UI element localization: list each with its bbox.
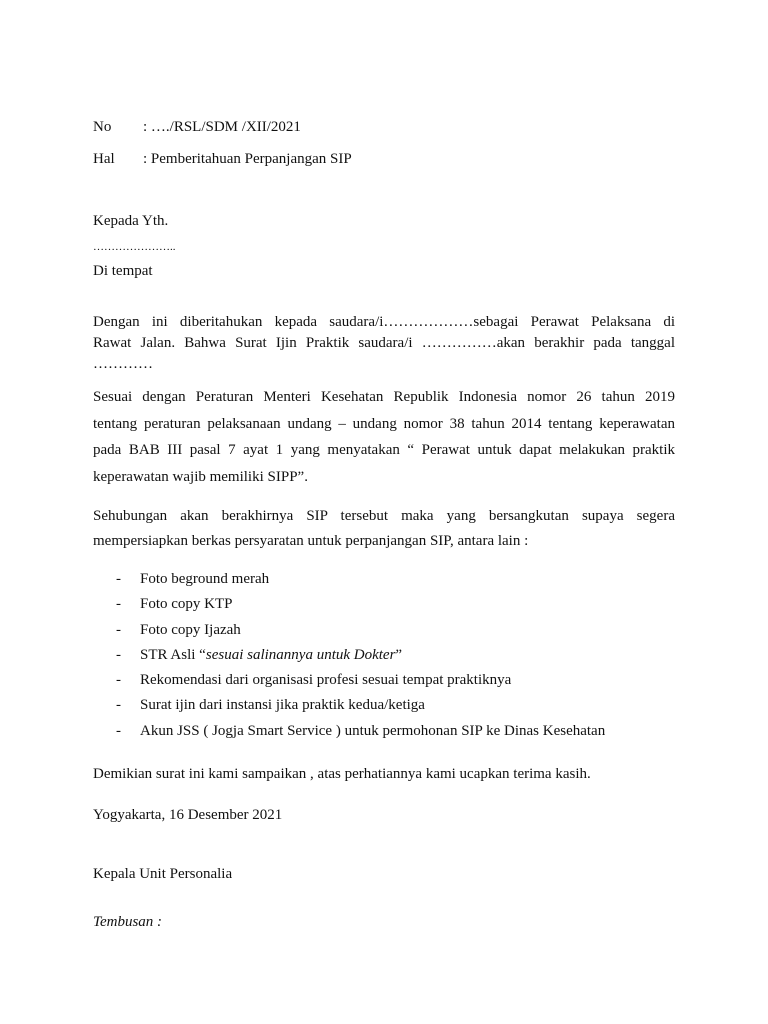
list-item-text: Foto beground merah — [140, 571, 270, 587]
list-dash: - — [116, 722, 121, 739]
list-dash: - — [116, 697, 121, 714]
letter-subject-label: Hal — [93, 151, 115, 167]
paragraph-notice-line: Dengan ini diberitahukan kepada saudara/i………………sebagai Perawat Pelaksana di — [93, 314, 675, 330]
paragraph-regulation-line: keperawatan wajib memiliki SIPP”. — [93, 468, 308, 485]
list-item-text: Akun JSS ( Jogja Smart Service ) untuk permohonan SIP ke Dinas Kesehatan — [140, 722, 606, 739]
paragraph-requirements-intro — [93, 504, 675, 554]
paragraph-regulation-line: tentang peraturan pelaksanaan undang – undang nomor 38 tahun 2014 tentang keperawatan — [93, 415, 675, 432]
closing-sentence: Demikian surat ini kami sampaikan , atas perhatiannya kami ucapkan terima kasih. — [93, 766, 591, 782]
paragraph-requirements-line: mempersiapkan berkas persyaratan untuk perpanjangan SIP, antara lain : — [93, 533, 529, 549]
list-item — [116, 722, 605, 747]
list-item — [116, 696, 605, 721]
list-dash: - — [116, 571, 121, 587]
cc-label: Tembusan : — [93, 914, 163, 930]
letter-number-label: No — [93, 119, 112, 135]
letter-subject-row — [93, 150, 352, 168]
paragraph-requirements-line: Sehubungan akan berakhirnya SIP tersebut maka yang bersangkutan supaya segera — [93, 508, 675, 524]
letter-subject-value: : Pemberitahuan Perpanjangan SIP — [143, 151, 352, 167]
requirements-list — [116, 570, 605, 747]
paragraph-notice-line: Rawat Jalan. Bahwa Surat Ijin Praktik saudara/i ……………akan berakhir pada tanggal — [93, 335, 675, 351]
list-item-text: Foto copy KTP — [140, 596, 233, 613]
recipient-salutation: Kepada Yth. — [93, 213, 169, 229]
recipient-placeholder: ………………….. — [93, 241, 176, 253]
list-item-text: Rekomendasi dari organisasi profesi sesuai tempat praktiknya — [140, 672, 512, 689]
list-item-str-close-quote: ” — [395, 646, 403, 663]
list-item — [116, 570, 605, 595]
list-item-text — [140, 646, 402, 664]
paragraph-regulation — [93, 384, 675, 490]
list-dash: - — [116, 621, 121, 638]
list-item-str-italic: sesuai salinannya untuk Dokter — [205, 646, 396, 663]
list-item — [116, 671, 605, 696]
list-item — [116, 595, 605, 620]
signatory-title: Kepala Unit Personalia — [93, 866, 233, 882]
paragraph-notice — [93, 312, 675, 375]
paragraph-regulation-line: Sesuai dengan Peraturan Menteri Kesehatan Republik Indonesia nomor 26 tahun 2019 — [93, 389, 675, 405]
list-dash: - — [116, 672, 121, 689]
list-dash: - — [116, 646, 121, 663]
place-date: Yogyakarta, 16 Desember 2021 — [93, 807, 283, 823]
letter-number-value: : …./RSL/SDM /XII/2021 — [143, 119, 301, 135]
list-item — [116, 621, 605, 646]
paragraph-notice-line: ………… — [93, 356, 153, 372]
list-item-text: Foto copy Ijazah — [140, 621, 241, 638]
list-item-text: Surat ijin dari instansi jika praktik kedua/ketiga — [140, 697, 425, 714]
letter-number-row — [93, 118, 301, 136]
recipient-location: Di tempat — [93, 263, 153, 279]
list-item-str-prefix: STR Asli “ — [140, 646, 206, 663]
list-item — [116, 646, 605, 671]
paragraph-regulation-line: pada BAB III pasal 7 ayat 1 yang menyatakan “ Perawat untuk dapat melakukan praktik — [93, 442, 675, 458]
list-dash: - — [116, 596, 121, 613]
